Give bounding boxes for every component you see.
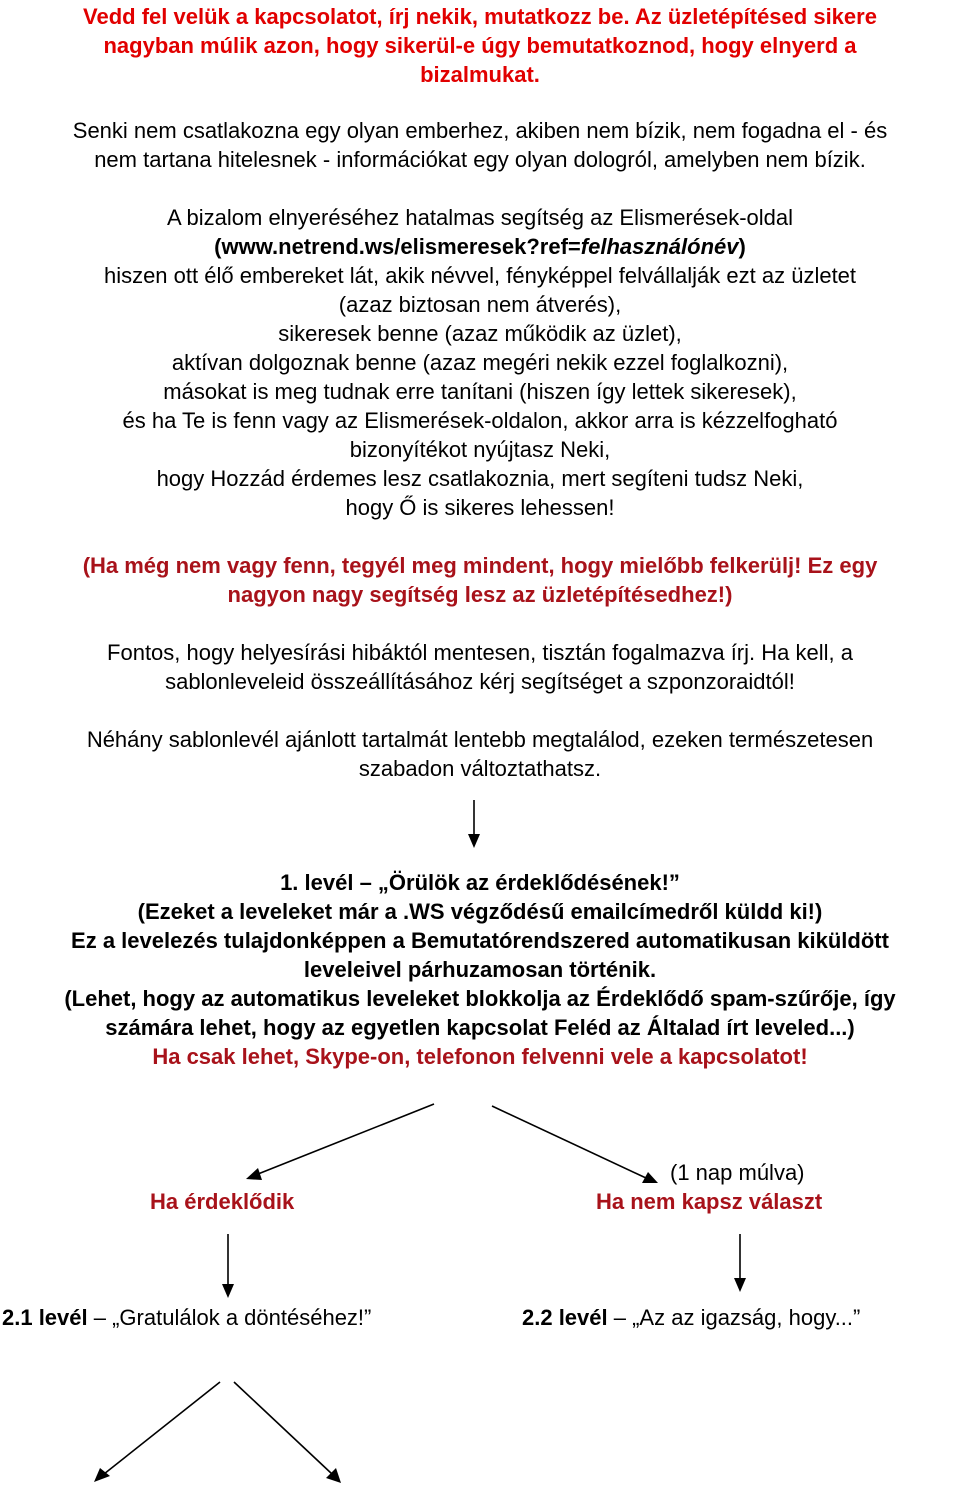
arrow-down-left xyxy=(104,1382,220,1474)
arrow-to-letter1-head xyxy=(468,834,480,848)
spelling-line: Fontos, hogy helyesírási hibáktól mentesen, tisztán fogalmazva írj. Ha kell, a xyxy=(107,640,853,665)
letter1-line: Ez a levelezés tulajdonképpen a Bemutatórendszered automatikusan kiküldött xyxy=(71,928,889,953)
letter1-line: leveleivel párhuzamosan történik. xyxy=(303,957,657,982)
recognition-line: bizonyítékot nyújtasz Neki, xyxy=(349,437,611,462)
callout-paragraph xyxy=(0,551,960,609)
spelling-line: sablonleveleid összeállításához kérj segítséget a szponzoraidtól! xyxy=(165,669,795,694)
recognition-line: másokat is meg tudnak erre tanítani (hiszen így lettek sikeresek), xyxy=(163,379,797,404)
branch-left-label: Ha érdeklődik xyxy=(150,1189,295,1214)
arrow-down-left-head xyxy=(94,1468,110,1482)
url-prefix: (www.netrend.ws/elismeresek?ref= xyxy=(214,234,581,259)
letter1-title: 1. levél – „Örülök az érdeklődésének!” xyxy=(280,870,680,895)
arrow-to-left-branch xyxy=(258,1104,434,1174)
arrow-down-right xyxy=(234,1382,332,1474)
letter1-line: számára lehet, hogy az egyetlen kapcsolat Feléd az Általad írt leveled...) xyxy=(105,1015,855,1040)
intro-line: bizalmukat. xyxy=(420,62,540,87)
recognition-line: A bizalom elnyeréséhez hatalmas segítség az Elismerések-oldal xyxy=(166,205,794,230)
letter1-line: (Ezeket a leveleket már a .WS végződésű emailcímedről küldd ki!) xyxy=(137,899,823,924)
arrow-to-letter21-head xyxy=(222,1284,234,1298)
recognition-url[interactable] xyxy=(0,232,960,261)
trust-line: Senki nem csatlakozna egy olyan emberhez, akiben nem bízik, nem fogadna el - és xyxy=(72,118,888,143)
trust-line: nem tartana hitelesnek - információkat egy olyan dologról, amelyben nem bízik. xyxy=(94,147,866,172)
letter21-heading xyxy=(2,1303,371,1332)
recognition-line: hogy Ő is sikeres lehessen! xyxy=(345,495,615,520)
letter22-dash: – xyxy=(607,1305,633,1330)
templates-paragraph xyxy=(0,725,960,783)
recognition-line: és ha Te is fenn vagy az Elismerések-oldalon, akkor arra is kézzelfogható xyxy=(122,408,838,433)
templates-line: szabadon változtathatsz. xyxy=(358,756,602,781)
letter22-heading xyxy=(522,1303,860,1332)
arrow-to-right-branch-head xyxy=(642,1172,658,1183)
letter1-line: (Lehet, hogy az automatikus leveleket blokkolja az Érdeklődő spam-szűrője, így xyxy=(64,986,896,1011)
spelling-paragraph xyxy=(0,638,960,696)
letter1-contact-line: Ha csak lehet, Skype-on, telefonon felvenni vele a kapcsolatot! xyxy=(152,1044,808,1069)
templates-line: Néhány sablonlevél ajánlott tartalmát lentebb megtalálod, ezeken természetesen xyxy=(86,727,874,752)
letter21-title: „Gratulálok a döntéséhez!” xyxy=(112,1305,372,1330)
arrow-down-right-head xyxy=(326,1468,341,1483)
recognition-line: hogy Hozzád érdemes lesz csatlakoznia, mert segíteni tudsz Neki, xyxy=(156,466,804,491)
branch-right-label: Ha nem kapsz választ xyxy=(596,1189,823,1214)
recognition-line: (azaz biztosan nem átverés), xyxy=(338,292,622,317)
recognition-line: hiszen ott élő embereket lát, akik névvel, fényképpel felvállalják ezt az üzletet xyxy=(103,263,857,288)
branch-right-note: (1 nap múlva) xyxy=(670,1160,805,1185)
letter21-number: 2.1 levél xyxy=(2,1305,88,1330)
letter21-dash: – xyxy=(87,1305,113,1330)
letter22-number: 2.2 levél xyxy=(522,1305,608,1330)
intro-line: nagyban múlik azon, hogy sikerül-e úgy bemutatkoznod, hogy elnyerd a xyxy=(103,33,857,58)
recognition-paragraph xyxy=(0,203,960,522)
intro-paragraph xyxy=(0,2,960,89)
intro-line: Vedd fel velük a kapcsolatot, írj nekik, mutatkozz be. Az üzletépítésed sikere xyxy=(83,4,877,29)
callout-line: (Ha még nem vagy fenn, tegyél meg mindent, hogy mielőbb felkerülj! Ez egy xyxy=(82,553,878,578)
url-suffix: ) xyxy=(738,234,746,259)
arrow-to-left-branch-head xyxy=(246,1168,262,1180)
arrow-to-letter22-head xyxy=(734,1278,746,1292)
url-param: felhasználónév xyxy=(580,234,739,259)
recognition-line: aktívan dolgoznak benne (azaz megéri nekik ezzel foglalkozni), xyxy=(171,350,789,375)
recognition-line: sikeresek benne (azaz működik az üzlet), xyxy=(278,321,682,346)
trust-paragraph xyxy=(0,116,960,174)
letter22-title: „Az az igazság, hogy...” xyxy=(632,1305,861,1330)
arrow-to-right-branch xyxy=(492,1106,646,1178)
callout-line: nagyon nagy segítség lesz az üzletépítésedhez!) xyxy=(227,582,733,607)
letter1-block xyxy=(0,868,960,1071)
